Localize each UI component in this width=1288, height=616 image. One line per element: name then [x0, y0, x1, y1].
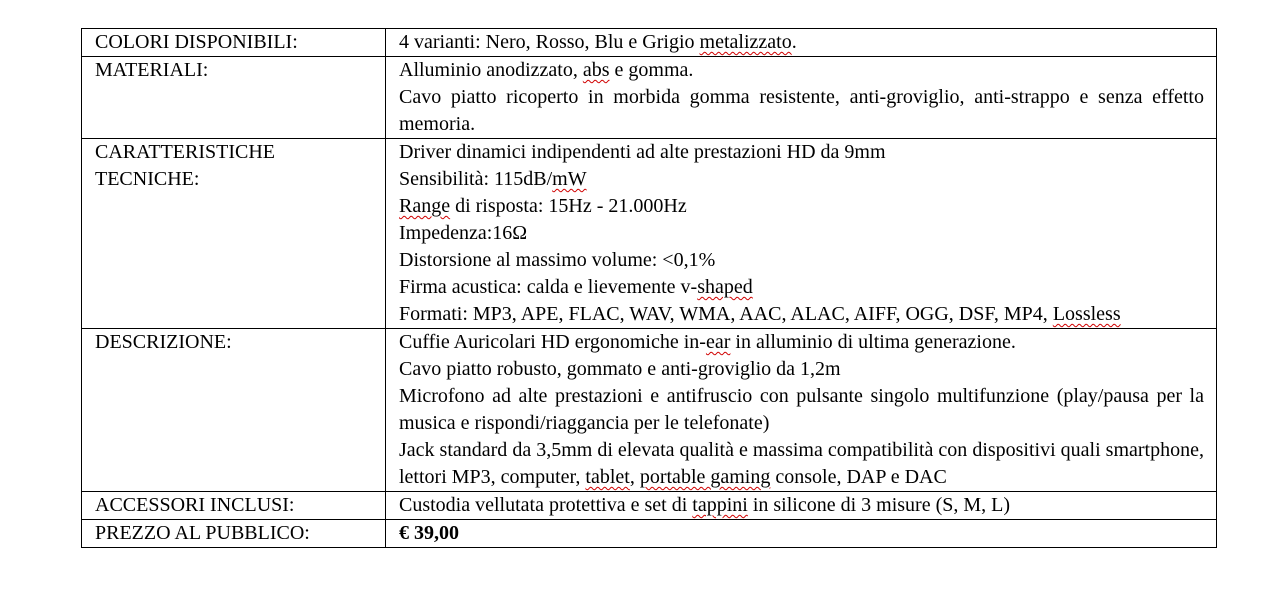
row-label-caratteristiche: [82, 139, 386, 329]
spellcheck-word: abs: [582, 59, 610, 81]
price-value: € 39,00: [399, 522, 459, 544]
spellcheck-word: shaped: [697, 276, 753, 298]
row-label-descrizione: [82, 329, 386, 492]
value-line: Cuffie Auricolari HD ergonomiche in-ear in alluminio di ultima generazione.: [399, 331, 1016, 353]
spellcheck-word: Lossless: [1052, 303, 1121, 325]
value-line: Driver dinamici indipendenti ad alte prestazioni HD da 9mm: [399, 141, 886, 163]
row-value-materiali: [386, 57, 1217, 139]
table-row: [82, 139, 1217, 329]
row-label-text: MATERIALI:: [95, 59, 209, 81]
value-line: Cavo piatto robusto, gommato e anti-groviglio da 1,2m: [399, 358, 841, 380]
value-line: Formati: MP3, APE, FLAC, WAV, WMA, AAC, ALAC, AIFF, OGG, DSF, MP4, Lossless: [399, 303, 1121, 325]
row-value-colori: [386, 29, 1217, 57]
spellcheck-word: tappini: [692, 494, 748, 516]
table-row: [82, 329, 1217, 492]
value-line: Sensibilità: 115dB/mW: [399, 168, 587, 190]
table-row: [82, 520, 1217, 548]
row-label-text: COLORI DISPONIBILI:: [95, 31, 298, 53]
spellcheck-word: mW: [552, 168, 587, 190]
value-line: Range di risposta: 15Hz - 21.000Hz: [399, 195, 687, 217]
spellcheck-word: tablet: [585, 466, 630, 488]
row-value-accessori: [386, 492, 1217, 520]
row-value-descrizione: [386, 329, 1217, 492]
spellcheck-word: portable gaming: [639, 466, 771, 488]
row-value-caratteristiche: [386, 139, 1217, 329]
row-label-accessori: [82, 492, 386, 520]
value-paragraph: Microfono ad alte prestazioni e antifruscio con pulsante singolo multifunzione (play/pausa per la musica e rispondi/riaggancia per le telefonate): [399, 385, 1204, 434]
spellcheck-word: ear: [705, 331, 731, 353]
value-line: Firma acustica: calda e lievemente v-shaped: [399, 276, 753, 298]
row-label-prezzo: [82, 520, 386, 548]
value-line: Impedenza:16Ω: [399, 222, 528, 244]
product-spec-table: [81, 28, 1217, 548]
value-line: Distorsione al massimo volume: <0,1%: [399, 249, 716, 271]
value-line: Alluminio anodizzato, abs e gomma.: [399, 59, 694, 81]
row-label-text: DESCRIZIONE:: [95, 331, 232, 353]
row-value-prezzo: [386, 520, 1217, 548]
row-label-text: TECNICHE:: [95, 168, 200, 190]
table-row: [82, 29, 1217, 57]
value-line: 4 varianti: Nero, Rosso, Blu e Grigio metalizzato.: [399, 31, 797, 53]
table-row: [82, 57, 1217, 139]
value-line: Custodia vellutata protettiva e set di tappini in silicone di 3 misure (S, M, L): [399, 494, 1011, 516]
spellcheck-word: Range: [399, 195, 451, 217]
row-label-text: ACCESSORI INCLUSI:: [95, 494, 295, 516]
table-row: [82, 492, 1217, 520]
spellcheck-word: metalizzato: [699, 31, 792, 53]
row-label-colori: [82, 29, 386, 57]
row-label-materiali: [82, 57, 386, 139]
value-paragraph: Jack standard da 3,5mm di elevata qualità e massima compatibilità con dispositivi quali smartphone, lettori MP3, computer, tablet, portable gaming console, DAP e DAC: [399, 439, 1204, 488]
value-paragraph: Cavo piatto ricoperto in morbida gomma resistente, anti-groviglio, anti-strappo e senza effetto memoria.: [399, 86, 1204, 135]
row-label-text: PREZZO AL PUBBLICO:: [95, 522, 310, 544]
row-label-text: CARATTERISTICHE: [95, 141, 275, 163]
